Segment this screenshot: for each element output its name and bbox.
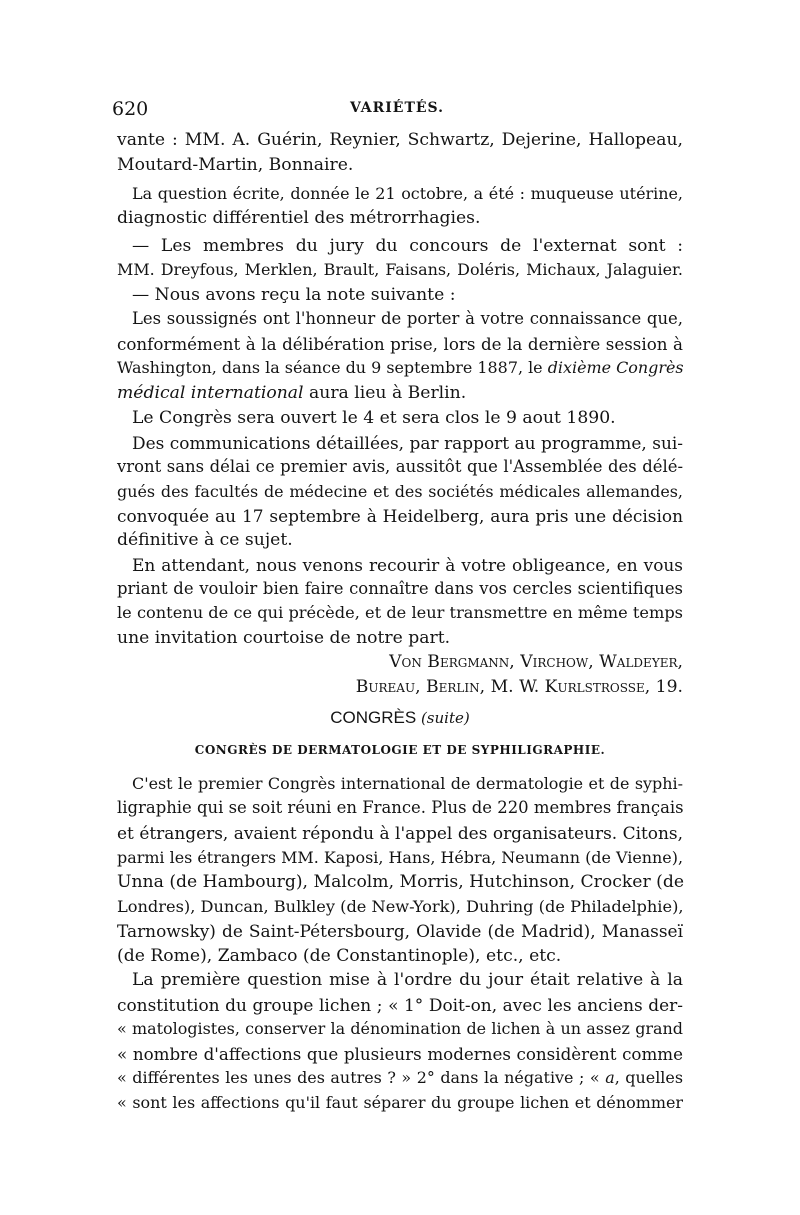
- text-line: Unna (de Hambourg), Malcolm, Morris, Hutchinson, Crocker (de: [117, 872, 685, 892]
- text-line: Les soussignés ont l'honneur de porter à votre connaissance que,: [132, 309, 683, 328]
- text-line: [117, 1066, 683, 1090]
- text-line: diagnostic différentiel des métrorrhagies.: [117, 208, 481, 228]
- text-line: et étrangers, avaient répondu à l'appel des organisateurs. Citons,: [117, 823, 683, 843]
- text-line: C'est le premier Congrès international de dermatologie et de syphi-: [132, 774, 683, 793]
- text-line: « matologistes, conserver la dénomination de lichen à un assez grand: [117, 1019, 683, 1038]
- text-line: Des communications détaillées, par rapport au programme, sui-: [132, 433, 683, 453]
- italic-text: a: [605, 1068, 615, 1087]
- text-line: — Nous avons reçu la note suivante :: [132, 285, 456, 305]
- text-line: « sont les affections qu'il faut séparer du groupe lichen et dénommer: [117, 1093, 683, 1112]
- page-number: 620: [112, 98, 149, 120]
- text-line: — Les membres du jury du concours de l'externat sont :: [132, 236, 683, 256]
- text-line: La première question mise à l'ordre du jour était relative à la: [132, 970, 683, 990]
- text-line: conformément à la délibération prise, lors de la dernière session à: [117, 334, 683, 354]
- text-line: constitution du groupe lichen ; « 1° Doit-on, avec les anciens der-: [117, 995, 683, 1015]
- text-line: [117, 356, 683, 380]
- text-line: vront sans délai ce premier avis, aussitôt que l'Assemblée des délé-: [117, 457, 683, 476]
- signature-line: Von Bergmann, Virchow, Waldeyer,: [389, 652, 683, 672]
- text-span: Washington, dans la séance du 9 septembre 1887, le: [117, 358, 548, 377]
- text-line: gués des facultés de médecine et des sociétés médicales allemandes,: [117, 482, 683, 501]
- text-line: Moutard-Martin, Bonnaire.: [117, 155, 354, 175]
- text-line: parmi les étrangers MM. Kaposi, Hans, Hébra, Neumann (de Vienne),: [117, 848, 684, 867]
- text-line: ligraphie qui se soit réuni en France. Plus de 220 membres français: [117, 798, 684, 817]
- text-line: le contenu de ce qui précède, et de leur transmettre en même temps: [117, 603, 683, 622]
- italic-text: dixième Congrès: [547, 358, 684, 377]
- section-title-main: CONGRÈS: [330, 708, 421, 727]
- section-title-suite: (suite): [420, 709, 470, 727]
- italic-text: médical international: [117, 383, 304, 403]
- section-subtitle: CONGRÈS DE DERMATOLOGIE ET DE SYPHILIGRAPHIE.: [194, 743, 606, 757]
- text-line: Tarnowsky) de Saint-Pétersbourg, Olavide (de Madrid), Manasseï: [117, 921, 683, 941]
- signature-address: Bureau, Berlin, M. W. Kurlstrosse, 19.: [355, 677, 683, 697]
- running-head: VARIÉTÉS.: [349, 100, 445, 116]
- text-line: priant de vouloir bien faire connaître dans vos cercles scientifiques: [117, 579, 683, 598]
- text-span: aura lieu à Berlin.: [303, 383, 467, 403]
- text-line: MM. Dreyfous, Merklen, Brault, Faisans, Doléris, Michaux, Jalaguier.: [117, 260, 683, 279]
- text-line: « nombre d'affections que plusieurs modernes considèrent comme: [117, 1044, 683, 1064]
- text-span: , quelles: [614, 1068, 683, 1087]
- text-line: définitive à ce sujet.: [117, 530, 293, 550]
- page-header: [112, 98, 682, 124]
- text-line: Le Congrès sera ouvert le 4 et sera clos le 9 aout 1890.: [132, 408, 616, 428]
- text-line: vante : MM. A. Guérin, Reynier, Schwartz, Dejerine, Hallopeau,: [117, 130, 683, 150]
- text-line: [117, 381, 683, 405]
- text-line: convoquée au 17 septembre à Heidelberg, aura pris une décision: [117, 506, 683, 526]
- text-line: une invitation courtoise de notre part.: [117, 628, 451, 648]
- text-span: « différentes les unes des autres ? » 2° dans la négative ; «: [117, 1068, 606, 1087]
- text-line: En attendant, nous venons recourir à votre obligeance, en vous: [132, 555, 683, 575]
- text-line: (de Rome), Zambaco (de Constantinople), etc., etc.: [117, 946, 562, 966]
- text-line: La question écrite, donnée le 21 octobre, a été : muqueuse utérine,: [132, 184, 683, 203]
- section-title: [117, 708, 683, 728]
- text-line: Londres), Duncan, Bulkley (de New-York), Duhring (de Philadelphie),: [117, 897, 684, 916]
